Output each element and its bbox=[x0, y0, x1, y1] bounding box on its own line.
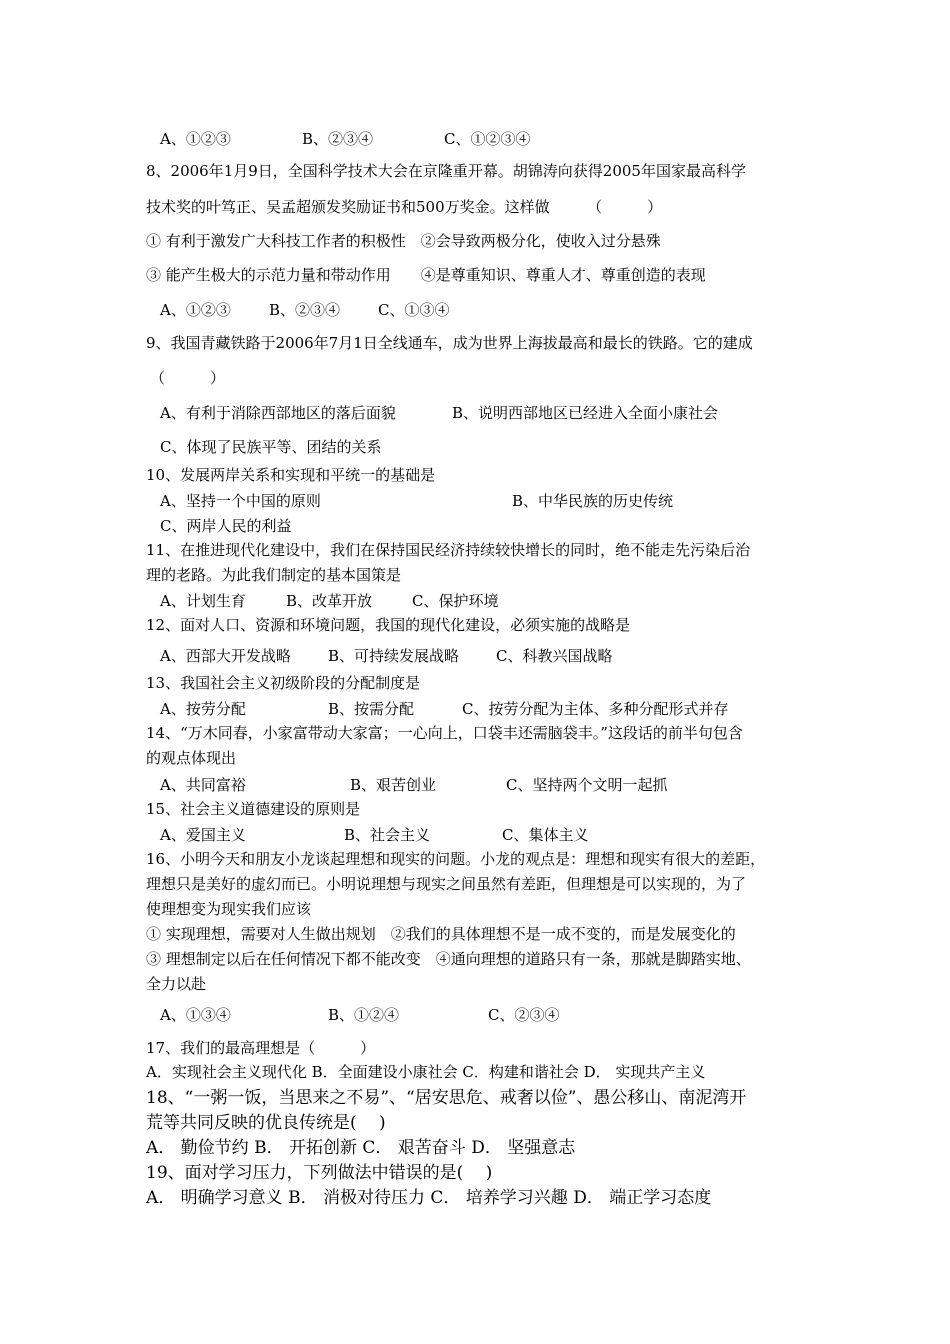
q19-options: A． 明确学习意义 B． 消极对待压力 C． 培养学习兴趣 D． 端正学习态度 bbox=[146, 1188, 712, 1208]
q8-option-c: C、①③④ bbox=[378, 301, 450, 319]
q11-option-c: C、保护环境 bbox=[412, 592, 499, 610]
q13-option-b: B、按需分配 bbox=[328, 700, 415, 718]
q16-option-c: C、②③④ bbox=[488, 1006, 560, 1024]
q10-option-b: B、中华民族的历史传统 bbox=[512, 492, 674, 510]
q15-stem: 15、社会主义道德建设的原则是 bbox=[146, 800, 361, 818]
q8-statement-3-4: ③ 能产生极大的示范力量和带动作用 ④是尊重知识、尊重人才、尊重创造的表现 bbox=[146, 266, 706, 284]
q8-option-a: A、①②③ bbox=[160, 301, 231, 319]
q15-option-a: A、爱国主义 bbox=[160, 826, 246, 844]
q16-option-b: B、①②④ bbox=[328, 1006, 400, 1024]
q14-option-c: C、坚持两个文明一起抓 bbox=[506, 776, 668, 794]
q11-stem-line2: 理的老路。为此我们制定的基本国策是 bbox=[146, 566, 402, 584]
q18-stem-line1: 18、“一粥一饭，当思来之不易”、“居安思危、戒奢以俭”、愚公移山、南泥湾开 bbox=[146, 1088, 747, 1108]
q16-stem-line3: 使理想变为现实我们应该 bbox=[146, 900, 312, 918]
q16-statement-4-cont: 全力以赴 bbox=[146, 975, 207, 993]
q11-option-a: A、计划生育 bbox=[160, 592, 246, 610]
q14-stem-line2: 的观点体现出 bbox=[146, 749, 237, 767]
q9-answer-blank: （ ） bbox=[150, 369, 226, 387]
q19-stem: 19、面对学习压力，下列做法中错误的是( ) bbox=[146, 1163, 493, 1183]
q11-stem-line1: 11、在推进现代化建设中，我们在保持国民经济持续较快增长的同时，绝不能走先污染后治 bbox=[146, 541, 751, 559]
q10-option-a: A、坚持一个中国的原则 bbox=[160, 492, 321, 510]
q8-stem-line1: 8、2006年1月9日，全国科学技术大会在京隆重开幕。胡锦涛向获得2005年国家最高科学 bbox=[146, 162, 746, 180]
q18-stem-line2: 荒等共同反映的优良传统是( ) bbox=[146, 1113, 386, 1133]
q7-option-a: A、①②③ bbox=[160, 130, 231, 148]
q14-option-a: A、共同富裕 bbox=[160, 776, 246, 794]
q7-option-b: B、②③④ bbox=[302, 130, 374, 148]
q16-stem-line1: 16、小明今天和朋友小龙谈起理想和现实的问题。小龙的观点是：理想和现实有很大的差距， bbox=[146, 850, 766, 868]
q8-statement-1-2: ① 有利于激发广大科技工作者的积极性 ②会导致两极分化，使收入过分悬殊 bbox=[146, 232, 661, 250]
q12-option-b: B、可持续发展战略 bbox=[328, 647, 460, 665]
q7-option-c: C、①②③④ bbox=[444, 130, 531, 148]
q17-options: A．实现社会主义现代化 B．全面建设小康社会 C．构建和谐社会 D． 实现共产主义 bbox=[146, 1063, 706, 1081]
q16-statement-1-2: ① 实现理想，需要对人生做出规划 ②我们的具体理想不是一成不变的，而是发展变化的 bbox=[146, 925, 736, 943]
q13-option-a: A、按劳分配 bbox=[160, 700, 246, 718]
q16-statement-3-4: ③ 理想制定以后在任何情况下都不能改变 ④通向理想的道路只有一条，那就是脚踏实地、 bbox=[146, 950, 751, 968]
q18-options: A． 勤俭节约 B． 开拓创新 C． 艰苦奋斗 D． 坚强意志 bbox=[146, 1138, 576, 1158]
q9-option-c: C、体现了民族平等、团结的关系 bbox=[160, 438, 382, 456]
q12-option-a: A、西部大开发战略 bbox=[160, 647, 291, 665]
q10-stem: 10、发展两岸关系和实现和平统一的基础是 bbox=[146, 466, 436, 484]
q8-option-b: B、②③④ bbox=[269, 301, 341, 319]
q14-stem-line1: 14、“万木同春，小家富带动大家富；一心向上，口袋丰还需脑袋丰。”这段话的前半句包含 bbox=[146, 724, 743, 742]
q12-option-c: C、科教兴国战略 bbox=[496, 647, 613, 665]
q16-stem-line2: 理想只是美好的虚幻而已。小明说理想与现实之间虽然有差距，但理想是可以实现的，为了 bbox=[146, 875, 747, 893]
q8-stem-line2: 技术奖的叶笃正、吴孟超颁发奖励证书和500万奖金。这样做 （ ） bbox=[146, 198, 663, 216]
q13-option-c: C、按劳分配为主体、多种分配形式并存 bbox=[462, 700, 729, 718]
q17-stem: 17、我们的最高理想是（ ） bbox=[146, 1039, 376, 1057]
q13-stem: 13、我国社会主义初级阶段的分配制度是 bbox=[146, 674, 421, 692]
q15-option-b: B、社会主义 bbox=[344, 826, 431, 844]
q12-stem: 12、面对人口、资源和环境问题，我国的现代化建设，必须实施的战略是 bbox=[146, 616, 631, 634]
q14-option-b: B、艰苦创业 bbox=[350, 776, 437, 794]
q15-option-c: C、集体主义 bbox=[502, 826, 589, 844]
q11-option-b: B、改革开放 bbox=[286, 592, 373, 610]
q9-option-b: B、说明西部地区已经进入全面小康社会 bbox=[452, 404, 719, 422]
q16-option-a: A、①③④ bbox=[160, 1006, 231, 1024]
q9-stem-line1: 9、我国青藏铁路于2006年7月1日全线通车，成为世界上海拔最高和最长的铁路。它的建成 bbox=[146, 334, 753, 352]
q10-option-c: C、两岸人民的利益 bbox=[160, 517, 292, 535]
q9-option-a: A、有利于消除西部地区的落后面貌 bbox=[160, 404, 396, 422]
